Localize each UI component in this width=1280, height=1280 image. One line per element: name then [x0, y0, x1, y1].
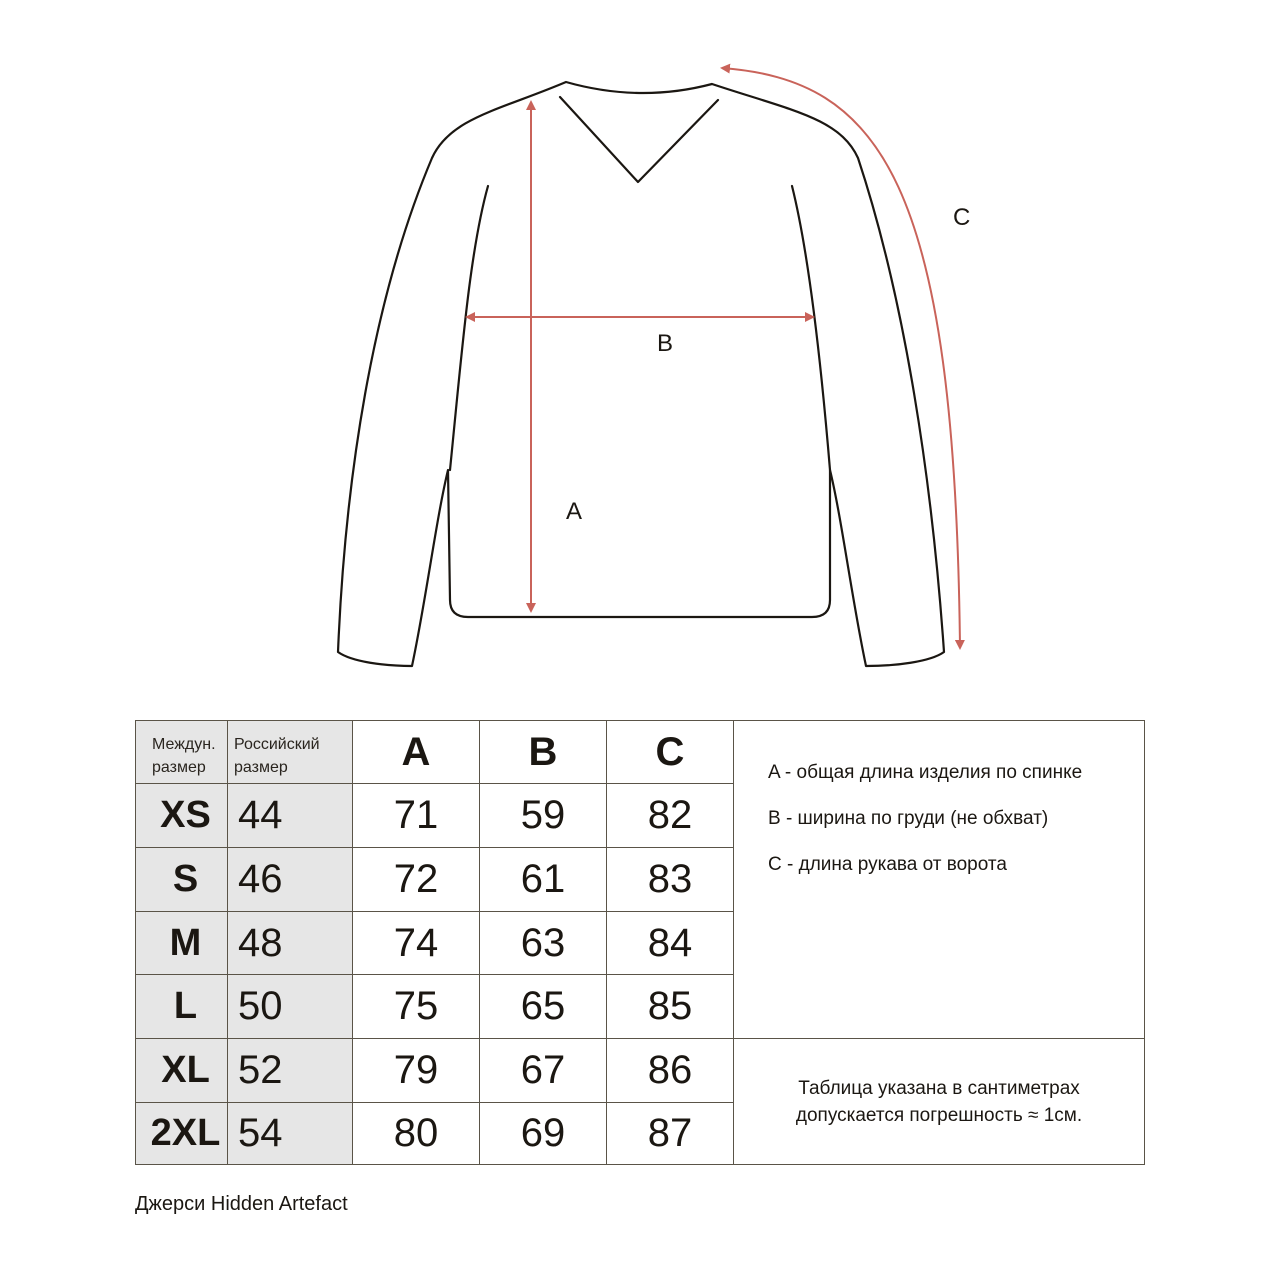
value-b: 67 — [480, 1039, 607, 1103]
ru-size: 48 — [228, 912, 353, 975]
value-a: 80 — [353, 1103, 480, 1165]
value-a: 74 — [353, 912, 480, 975]
value-c: 86 — [607, 1039, 734, 1103]
right-seam — [792, 186, 830, 470]
value-c: 85 — [607, 975, 734, 1039]
ru-size: 46 — [228, 848, 353, 912]
ru-size: 52 — [228, 1039, 353, 1103]
dimension-label-c: C — [953, 204, 971, 231]
dimension-label-a: A — [566, 498, 583, 525]
intl-size: 2XL — [136, 1103, 228, 1165]
value-b: 65 — [480, 975, 607, 1039]
sweater-silhouette — [338, 82, 944, 666]
value-a: 72 — [353, 848, 480, 912]
intl-size: XL — [136, 1039, 228, 1103]
legend-c: C - длина рукава от ворота — [768, 854, 1007, 875]
header-ru-size: Российский размер — [228, 721, 353, 784]
value-c: 84 — [607, 912, 734, 975]
ru-size: 54 — [228, 1103, 353, 1165]
legend-cell — [734, 721, 1145, 1039]
value-a: 79 — [353, 1039, 480, 1103]
ru-size: 44 — [228, 784, 353, 848]
note-cell — [734, 1039, 1145, 1165]
value-c: 87 — [607, 1103, 734, 1165]
value-b: 59 — [480, 784, 607, 848]
intl-size: XS — [136, 784, 228, 848]
value-b: 63 — [480, 912, 607, 975]
dimension-label-b: B — [657, 330, 674, 357]
note-line-1: Таблица указана в сантиметрах — [798, 1077, 1080, 1099]
value-a: 75 — [353, 975, 480, 1039]
value-a: 71 — [353, 784, 480, 848]
legend-a: A - общая длина изделия по спинке — [768, 762, 1083, 783]
v-neck — [560, 97, 718, 182]
product-caption: Джерси Hidden Artefact — [135, 1193, 348, 1215]
header-intl-size: Междун. размер — [136, 721, 228, 784]
intl-size: M — [136, 912, 228, 975]
table-header-row — [136, 721, 1145, 784]
sweater-outline — [338, 82, 944, 666]
value-b: 61 — [480, 848, 607, 912]
size-table — [135, 720, 1145, 1165]
value-c: 83 — [607, 848, 734, 912]
header-col-c: C — [607, 721, 734, 784]
note-line-2: допускается погрешность ≈ 1см. — [795, 1104, 1083, 1126]
header-col-b: B — [480, 721, 607, 784]
ru-size: 50 — [228, 975, 353, 1039]
left-seam — [450, 186, 488, 470]
header-col-a: A — [353, 721, 480, 784]
intl-size: L — [136, 975, 228, 1039]
dimension-c-arrow — [722, 68, 960, 648]
legend-b: B - ширина по груди (не обхват) — [768, 808, 1049, 829]
value-c: 82 — [607, 784, 734, 848]
value-b: 69 — [480, 1103, 607, 1165]
intl-size: S — [136, 848, 228, 912]
table-row — [136, 1039, 1145, 1103]
